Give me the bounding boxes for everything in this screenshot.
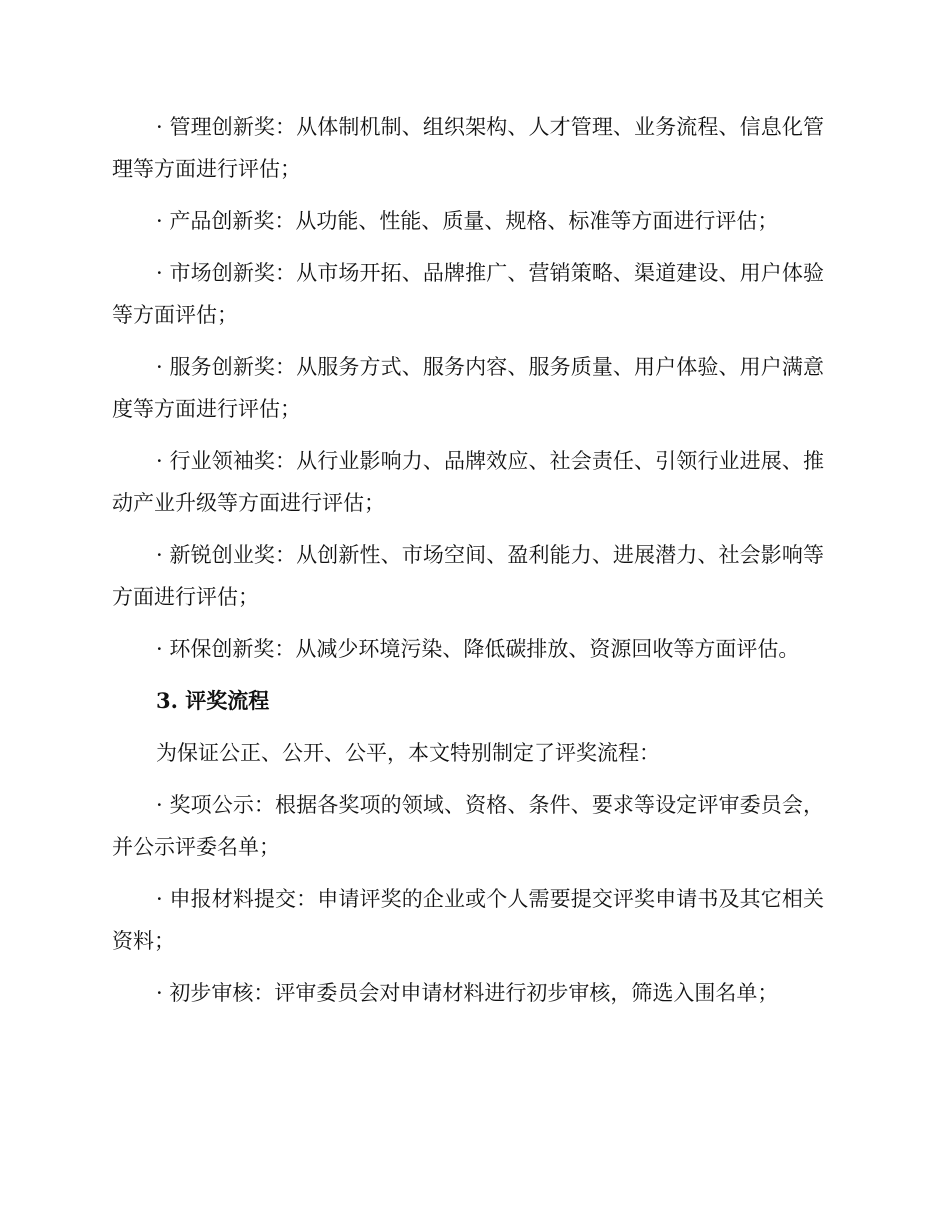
document-page xyxy=(112,106,824,1024)
step-material-submission: · 申报材料提交：申请评奖的企业或个人需要提交评奖申请书及其它相关资料； xyxy=(112,887,824,953)
step-award-publicity: · 奖项公示：根据各奖项的领域、资格、条件、要求等设定评审委员会，并公示评委名单； xyxy=(112,793,824,859)
award-management-innovation: · 管理创新奖：从体制机制、组织架构、人才管理、业务流程、信息化管理等方面进行评估； xyxy=(112,115,824,181)
award-industry-leader: · 行业领袖奖：从行业影响力、品牌效应、社会责任、引领行业进展、推动产业升级等方面进行评估； xyxy=(112,449,824,515)
award-product-innovation: · 产品创新奖：从功能、性能、质量、规格、标准等方面进行评估； xyxy=(156,209,779,233)
award-market-innovation: · 市场创新奖：从市场开拓、品牌推广、营销策略、渠道建设、用户体验等方面评估； xyxy=(112,261,824,327)
award-service-innovation: · 服务创新奖：从服务方式、服务内容、服务质量、用户体验、用户满意度等方面进行评估； xyxy=(112,355,824,421)
section-intro: 为保证公正、公开、公平，本文特别制定了评奖流程： xyxy=(156,741,660,765)
section-heading: 3. 评奖流程 xyxy=(156,688,270,713)
step-preliminary-review: · 初步审核：评审委员会对申请材料进行初步审核，筛选入围名单； xyxy=(156,981,779,1005)
award-environmental-innovation: · 环保创新奖：从减少环境污染、降低碳排放、资源回收等方面评估。 xyxy=(156,637,800,661)
award-startup: · 新锐创业奖：从创新性、市场空间、盈利能力、进展潜力、社会影响等方面进行评估； xyxy=(112,543,824,609)
